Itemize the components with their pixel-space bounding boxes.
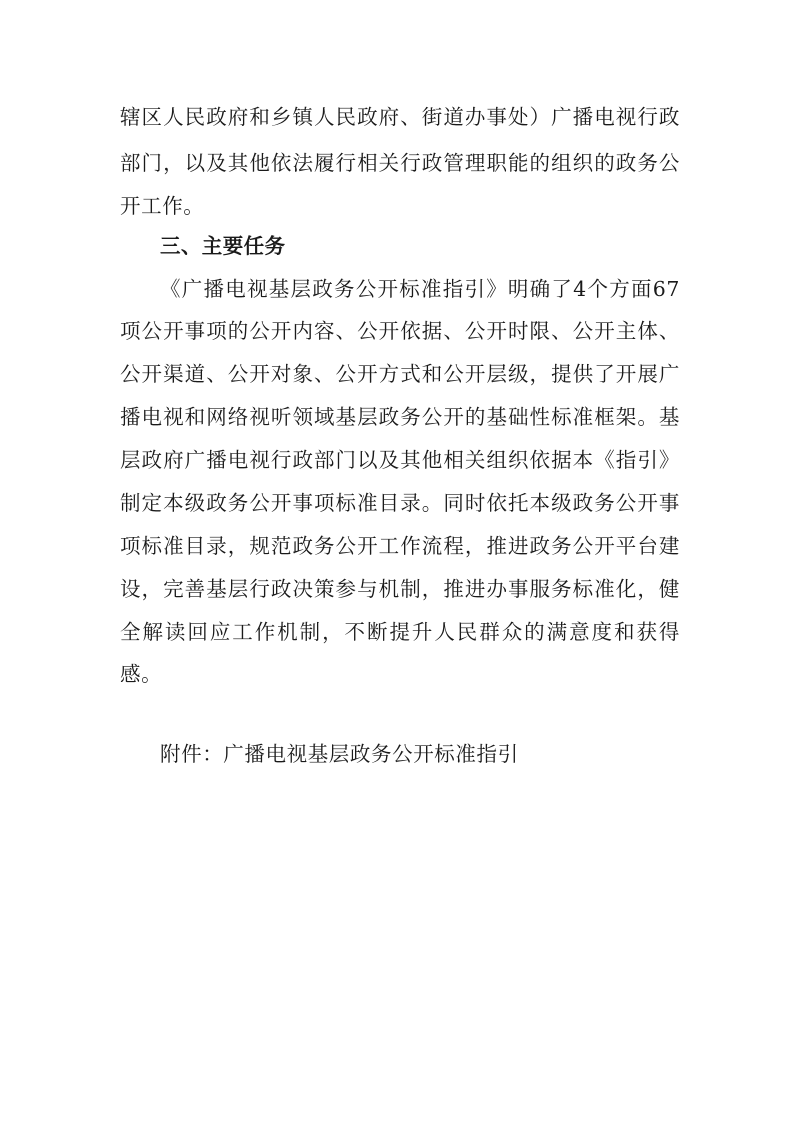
body-text-line: 《广播电视基层政务公开标准指引》明确了4个方面67 — [160, 277, 680, 301]
body-text-line: 层政府广播电视行政部门以及其他相关组织依据本《指引》 — [120, 448, 680, 472]
body-text-line: 项标准目录，规范政务公开工作流程，推进政务公开平台建 — [120, 534, 680, 558]
body-text-line: 感。 — [120, 662, 163, 686]
body-text-line: 设，完善基层行政决策参与机制，推进办事服务标准化，健 — [120, 577, 680, 601]
body-text-line: 部门，以及其他依法履行相关行政管理职能的组织的政务公 — [120, 151, 680, 175]
body-text-line: 播电视和网络视听领域基层政务公开的基础性标准框架。基 — [120, 405, 680, 429]
attachment-note: 附件：广播电视基层政务公开标准指引 — [160, 742, 519, 766]
body-text-line: 全解读回应工作机制，不断提升人民群众的满意度和获得 — [120, 620, 680, 644]
body-text-line: 辖区人民政府和乡镇人民政府、街道办事处）广播电视行政 — [120, 105, 680, 129]
body-text-line: 制定本级政务公开事项标准目录。同时依托本级政务公开事 — [120, 491, 680, 515]
body-text-line: 公开渠道、公开对象、公开方式和公开层级，提供了开展广 — [120, 362, 680, 386]
section-heading: 三、主要任务 — [160, 234, 286, 258]
body-text-line: 项公开事项的公开内容、公开依据、公开时限、公开主体、 — [120, 319, 680, 343]
body-text-line: 开工作。 — [120, 194, 205, 218]
